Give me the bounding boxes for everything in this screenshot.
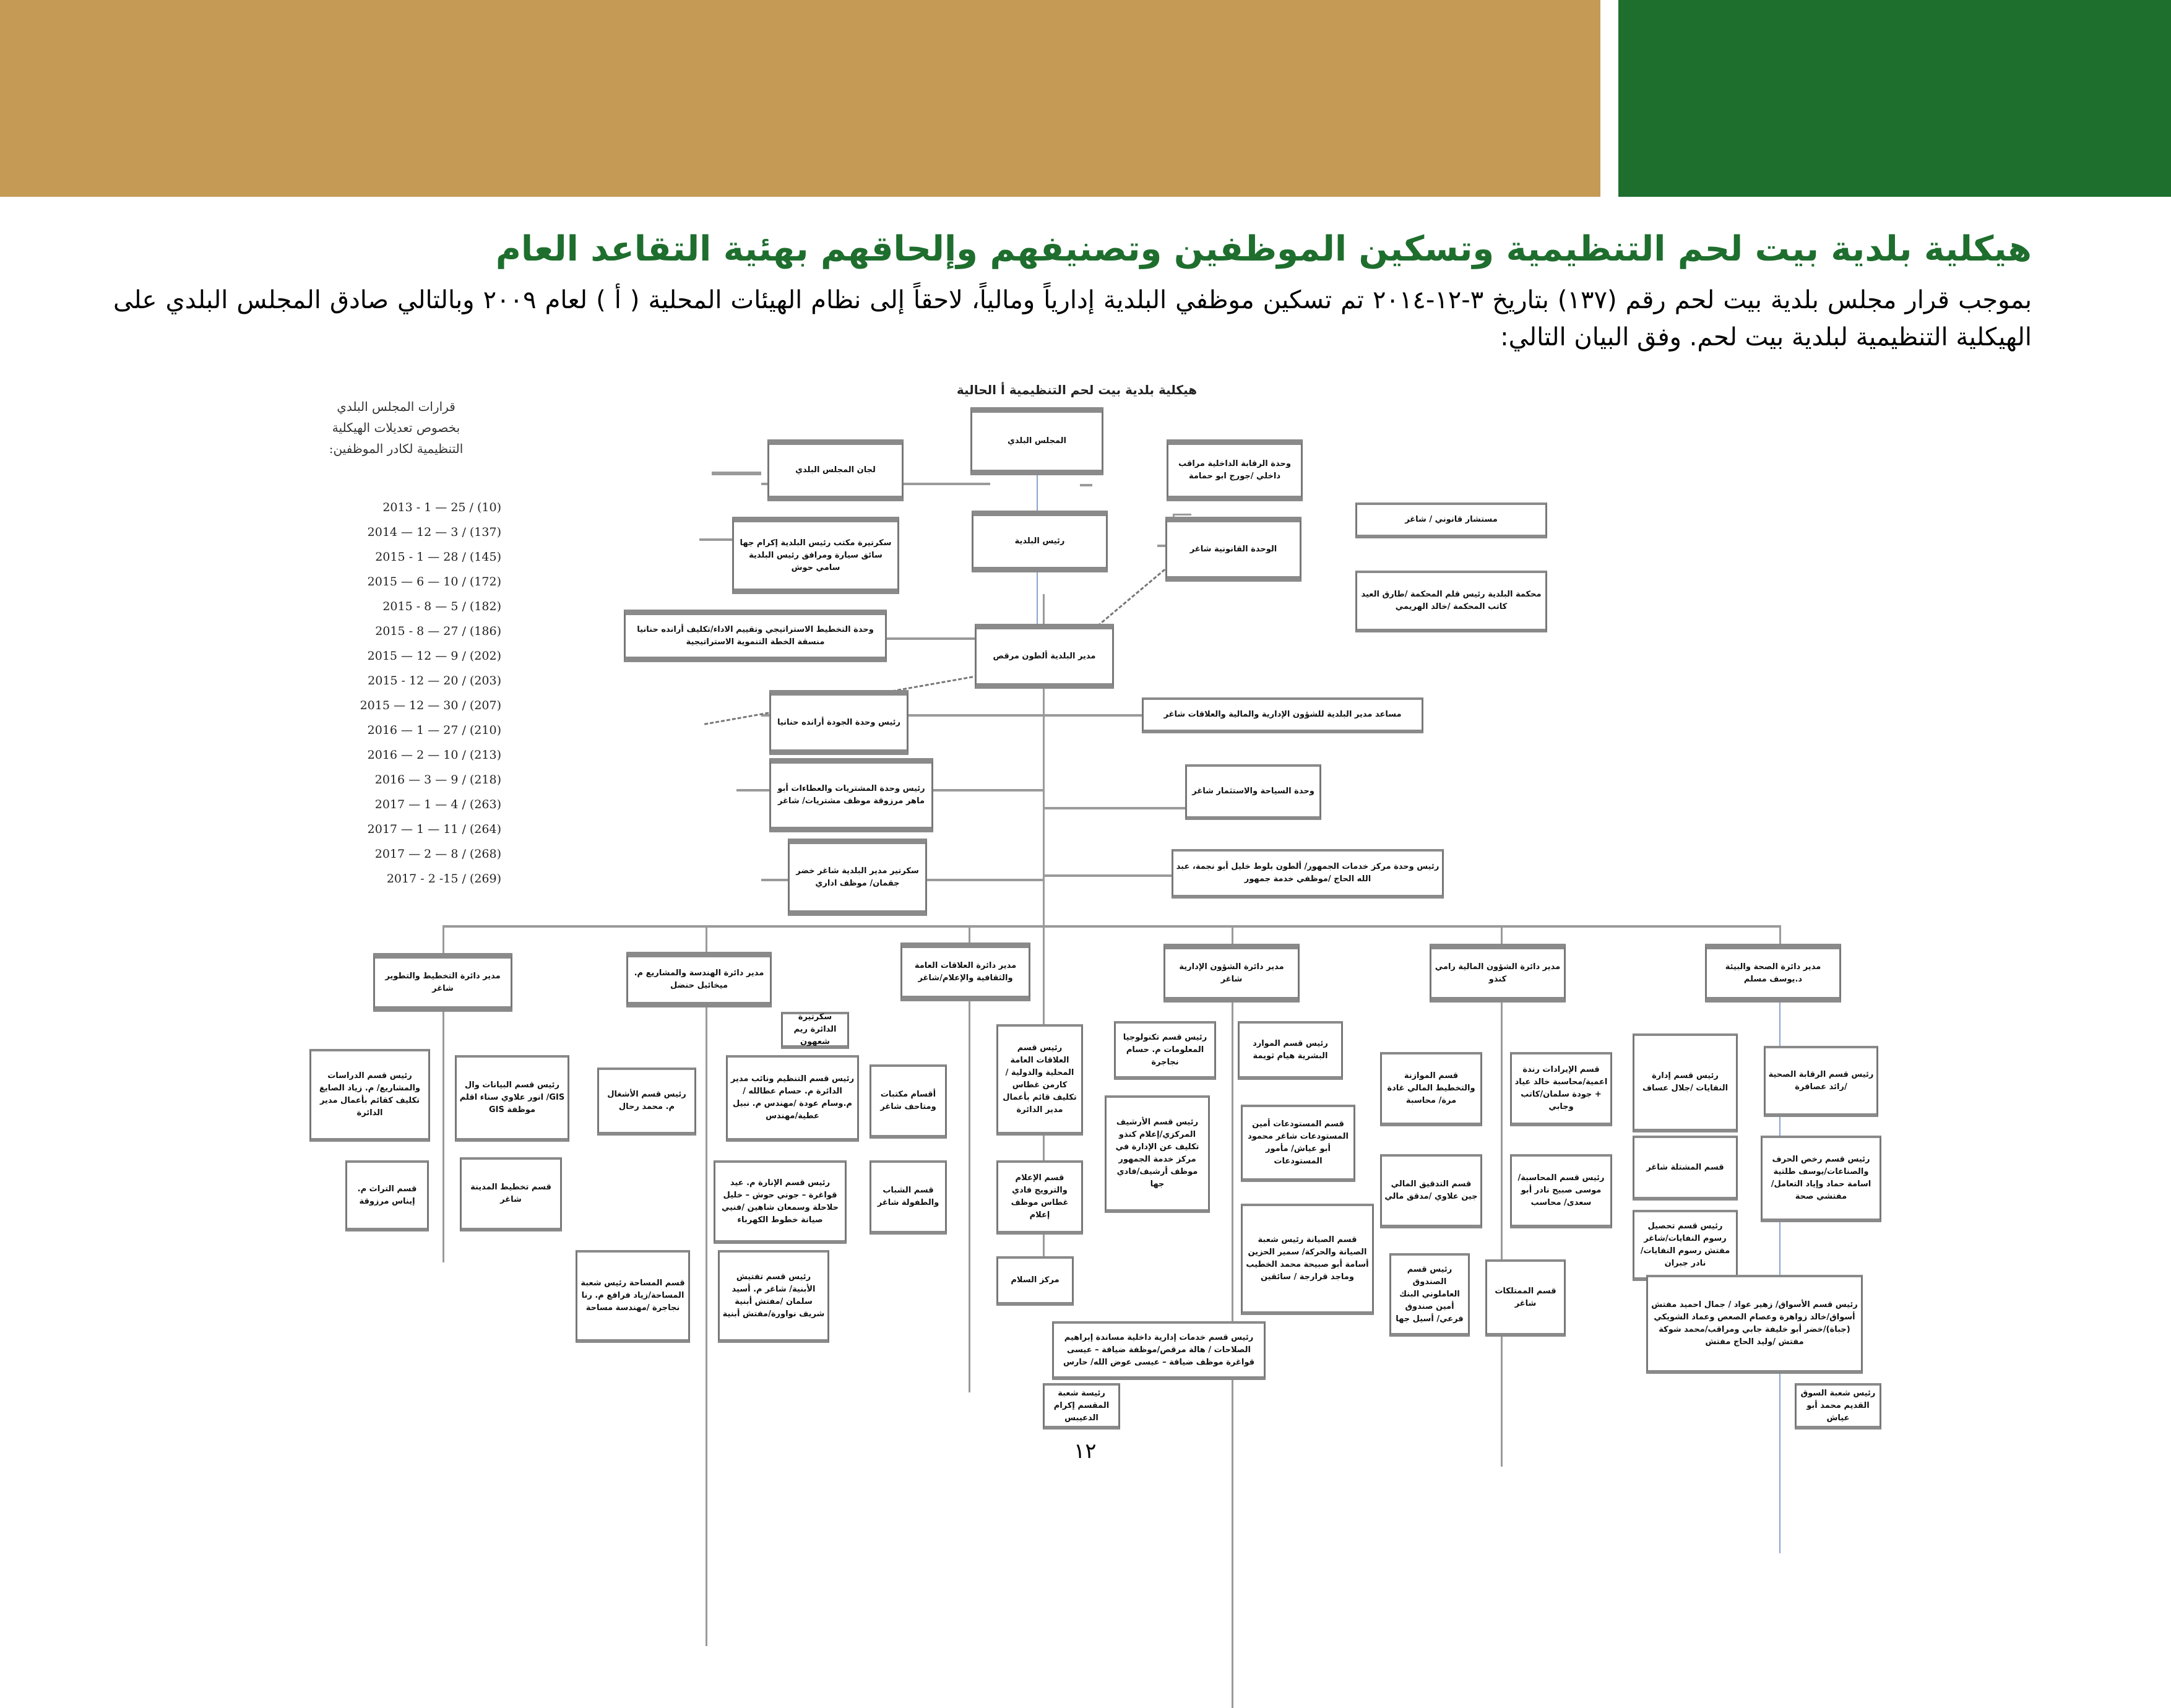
box-manager-secretary: سكرتير مدير البلدية شاغر خضر جقمان/ موظف اداري: [788, 839, 927, 916]
box-organization-section: رئيس قسم التنظيم ونائب مدير الدائرة م. حسام عطالله / م.وسام عودة /مهندس م. نبيل عطية/مهندس: [726, 1055, 859, 1142]
decision-item: 2017 — 2 — 8 / (268): [374, 847, 501, 861]
connector: [1045, 714, 1144, 717]
box-revenue-section: قسم الإيرادات رندة اعمية/محاسبة خالد عياد + جودة سلمان/كاتب وجابي: [1510, 1052, 1612, 1126]
box-procurement-unit: رئيس وحدة المشتريات والعطاءات أبو ماهر مرزوقة موظف مشتريات/ شاغر: [769, 758, 933, 832]
box-peace-center: مركز السلام: [996, 1256, 1074, 1306]
connector: [1080, 484, 1092, 486]
header-gold-bar: [0, 0, 1600, 197]
box-tourism-unit: وحدة السياحة والاستثمار شاغر: [1185, 764, 1321, 820]
box-studies-section: رئيس قسم الدراسات والمشاريع/ م. زياد الصايغ تكليف كقائم بأعمال مدير الدائرة: [309, 1049, 430, 1142]
connector: [1045, 874, 1184, 877]
connector: [1045, 807, 1187, 809]
decision-item: 2015 — 6 — 10 / (172): [367, 575, 501, 589]
box-legal-advisor: مستشار قانوني / شاغر: [1355, 502, 1547, 538]
org-chart: [303, 377, 1888, 1430]
header-green-bar: [1618, 0, 2171, 197]
box-waste-section: رئيس قسم إدارة النفايات /جلال عساف: [1633, 1033, 1738, 1132]
box-works-section: رئيس قسم الأشغال م. محمد رحال: [597, 1068, 696, 1136]
decision-item: 2015 - 8 — 5 / (182): [382, 600, 501, 613]
decision-item: 2015 — 12 — 9 / (202): [367, 649, 501, 663]
decision-item: 2017 — 1 — 4 / (263): [374, 798, 501, 811]
box-markets-section: رئيس قسم الأسواق/ زهير عواد / جمال احميد مفتش أسواق/خالد زواهرة وعصام الصعص وعماد الشويكي (جباة)/خضر أبو خليفة جابي ومراقب/محمد شوكة مفتش /وليد الحاج مفتش: [1646, 1275, 1863, 1374]
box-hr-section: رئيس قسم الموارد البشرية هيام ثويمة: [1238, 1021, 1343, 1080]
box-dept-public-relations: مدير دائرة العلاقات العامة والثقافية والإعلام/شاغر: [900, 942, 1030, 1001]
decision-item: 2015 - 8 — 27 / (186): [375, 624, 501, 638]
box-maintenance-section: قسم الصيانة رئيس شعبة الصيانة والحركة/ سمير الحزين أسامة أبو صبيحة محمد الخطيب وماجد قرارجة / سائقين: [1241, 1204, 1374, 1315]
box-dept-engineering: مدير دائرة الهندسة والمشاريع م. ميخائيل حنضل: [626, 952, 772, 1007]
box-strategic-planning: وحدة التخطيط الاستراتيجي وتقييم الاداء/تكليف أرانده حنانيا منسقة الخطة التنموية الاستراتيجية: [624, 610, 887, 662]
box-audit-section: قسم التدقيق المالي جين علاوي /مدقق مالي: [1380, 1154, 1482, 1228]
box-assistant-manager: مساعد مدير البلدية للشؤون الإدارية والمالية والعلاقات شاغر: [1142, 697, 1423, 733]
box-treasury-section: رئيس قسم الصندوق العاملوني البنك أمين صندوق فرعي/ أسيل جها: [1389, 1253, 1470, 1337]
decision-item: 2017 - 2 -15 / (269): [386, 872, 501, 886]
box-media-section: قسم الإعلام والترويج فادي غطاس موظف إعلام: [996, 1160, 1083, 1235]
connector: [1501, 996, 1503, 1467]
box-council: المجلس البلدي: [970, 407, 1103, 475]
intro-paragraph: بموجب قرار مجلس بلدية بيت لحم رقم (١٣٧) بتاريخ ٣-١٢-٢٠١٤ تم تسكين موظفي البلدية إدارياً ومالياً، لاحقاً إلى نظام الهيئات المحلية ( أ ) لعام ٢٠٠٩ وبالتالي صادق المجلس البلدي على الهيكلية التنظيمية لبلدية بيت لحم. وفق البيان التالي:: [113, 286, 2032, 352]
decision-item: 2014 — 12 — 3 / (137): [367, 525, 501, 539]
connector: [712, 472, 761, 475]
box-crafts-licensing: رئيس قسم رخص الحرف والصناعات/يوسف طلتية اسامة حماد وإياد التعامل/ مفتشي صحة: [1761, 1136, 1881, 1222]
box-internal-audit: وحدة الرقابة الداخلية مراقب داخلي /جورج ابو حمامة: [1167, 439, 1303, 501]
box-licensing-section: رئيس قسم الإنارة م. عيد قواغرة – جوني حوش – خليل حلاحلة وسمعان شاهين /فنيي صيانة خطوط الكهرباء: [714, 1160, 847, 1244]
decisions-heading: قرارات المجلس البلدي بخصوص تعديلات الهيكلية التنظيمية لكادر الموظفين:: [329, 399, 464, 456]
box-building-inspection: رئيس قسم تفتيش الأبنية/ شاغر م. أسيد سلمان /مفتش أبنية شريف نواورة/مفتش أبنية: [718, 1250, 829, 1343]
connector: [442, 996, 444, 1262]
box-old-market-branch: رئيس شعبة السوق القديم محمد أبو عياش: [1795, 1383, 1881, 1430]
decision-item: 2015 - 12 — 20 / (203): [368, 674, 501, 688]
box-legal-unit: الوحدة القانونية شاغر: [1165, 517, 1301, 582]
box-gis-section: رئيس قسم البيانات وال GIS/ انور علاوي سناء اقلم موظفة GIS: [455, 1055, 569, 1142]
box-health-inspection: رئيس قسم الرقابة الصحية /رائد عصافرة: [1764, 1046, 1878, 1117]
box-stores-section: قسم المستودعات أمين المستودعات شاغر محمود أبو عياش/ مأمور المستودعات: [1241, 1105, 1355, 1182]
box-budget-section: قسم الموازنة والتخطيط المالي غادة مرة/ محاسبة: [1380, 1052, 1482, 1126]
decision-item: 2015 — 12 — 30 / (207): [360, 699, 501, 712]
box-dept-secretary: سكرتيرة الدائرة ريم شعهون: [781, 1012, 849, 1049]
box-dept-health: مدير دائرة الصحة والبيئة د.يوسف مسلم: [1705, 944, 1841, 1003]
connector: [706, 996, 707, 1646]
box-youth-section: قسم الشباب والطفولة شاغر: [870, 1160, 947, 1235]
box-council-committees: لجان المجلس البلدي: [767, 439, 904, 501]
box-dept-finance: مدير دائرة الشؤون المالية رامي كنذو: [1430, 944, 1566, 1003]
box-property-section: قسم الممتلكات شاغر: [1485, 1259, 1566, 1337]
box-quality-unit: رئيس وحدة الجودة أرانده حنانيا: [769, 690, 909, 755]
box-survey-section: قسم المساحة رئيس شعبة المساحة/زياد فرافع م. رنا نجاجرة /مهندسة مساحة: [576, 1250, 690, 1343]
box-pr-section: رئيس قسم العلاقات العامة المحلية والدولية /كارمن غطاس تكليف قائم بأعمال مدير الدائرة: [996, 1024, 1083, 1136]
decision-item: 2013 - 1 — 25 / (10): [382, 501, 501, 514]
org-chart-title: هيكلية بلدية بيت لحم التنظيمية أ الحالية: [956, 382, 1198, 397]
box-mayor: رئيس البلدية: [972, 511, 1108, 572]
box-municipal-court: محكمة البلدية رئيس قلم المحكمة /طارق العيد كاتب المحكمة /خالد الهريمي: [1355, 571, 1547, 632]
box-archive-section: رئيس قسم الأرشيف المركزي/إعلام كنذو تكليف عن الإدارة في مركز خدمة الجمهور موظف أرشيف/فادي جها: [1105, 1095, 1210, 1213]
box-city-manager: مدير البلدية ألطون مرقص: [975, 624, 1114, 689]
connector: [969, 996, 970, 1392]
page-title: هيكلية بلدية بيت لحم التنظيمية وتسكين الموظفين وتصنيفهم وإلحاقهم بهئية التقاعد العام: [495, 229, 2032, 269]
department-bus: [442, 925, 1779, 928]
box-internal-services: رئيس قسم خدمات إدارية داخلية مساندة إبراهيم الصلاحات / هالة مرقص/موظفة ضيافة – عيسى قواغرة موظف ضيافة – عيسى عوض الله/ حارس: [1052, 1321, 1266, 1380]
box-dept-admin: مدير دائرة الشؤون الإدارية شاغر: [1163, 944, 1300, 1003]
decisions-list: [340, 495, 501, 891]
box-city-planning-section: قسم تخطيط المدينة شاغر: [460, 1157, 562, 1231]
box-it-section: رئيس قسم تكنولوجيا المعلومات م. حسام نجاجرة: [1114, 1021, 1216, 1080]
box-public-service-center: رئيس وحدة مركز خدمات الجمهور/ ألطون بلوط خليل أبو نجمة، عبد الله الحاج /موظفي خدمة جمهور: [1172, 849, 1444, 899]
page-number: ١٢: [1074, 1439, 1097, 1464]
connector: [1173, 514, 1191, 515]
decision-item: 2016 — 2 — 10 / (213): [367, 748, 501, 762]
box-nursery-section: قسم المشتلة شاغر: [1633, 1136, 1738, 1201]
decision-item: 2016 — 3 — 9 / (218): [374, 773, 501, 787]
box-dept-planning: مدير دائرة التخطيط والتطوير شاغر: [373, 953, 512, 1012]
box-accounting-section: رئيس قسم المحاسبة/ موسى صبيح نادر أبو سعدى/ محاسب: [1510, 1154, 1612, 1228]
box-libraries-museums: أقسام مكتبات ومتاحف شاغر: [870, 1064, 947, 1139]
box-mayor-secretary: سكرتيرة مكتب رئيس البلدية إكرام جها سائق سيارة ومرافق رئيس البلدية سامي حوش: [732, 517, 899, 594]
box-dining-branch: رئيسة شعبة المقسم إكرام الدعيبس: [1043, 1383, 1120, 1430]
box-waste-fees: رئيس قسم تحصيل رسوم النفايات/شاغر مفتش رسوم النفايات/ نادر جبران: [1633, 1210, 1738, 1281]
decision-item: 2015 - 1 — 28 / (145): [375, 550, 501, 564]
decision-item: 2017 — 1 — 11 / (264): [367, 822, 501, 836]
decision-item: 2016 — 1 — 27 / (210): [367, 723, 501, 737]
box-heritage-section: قسم التراث م. إيناس مرزوقة: [345, 1160, 429, 1231]
